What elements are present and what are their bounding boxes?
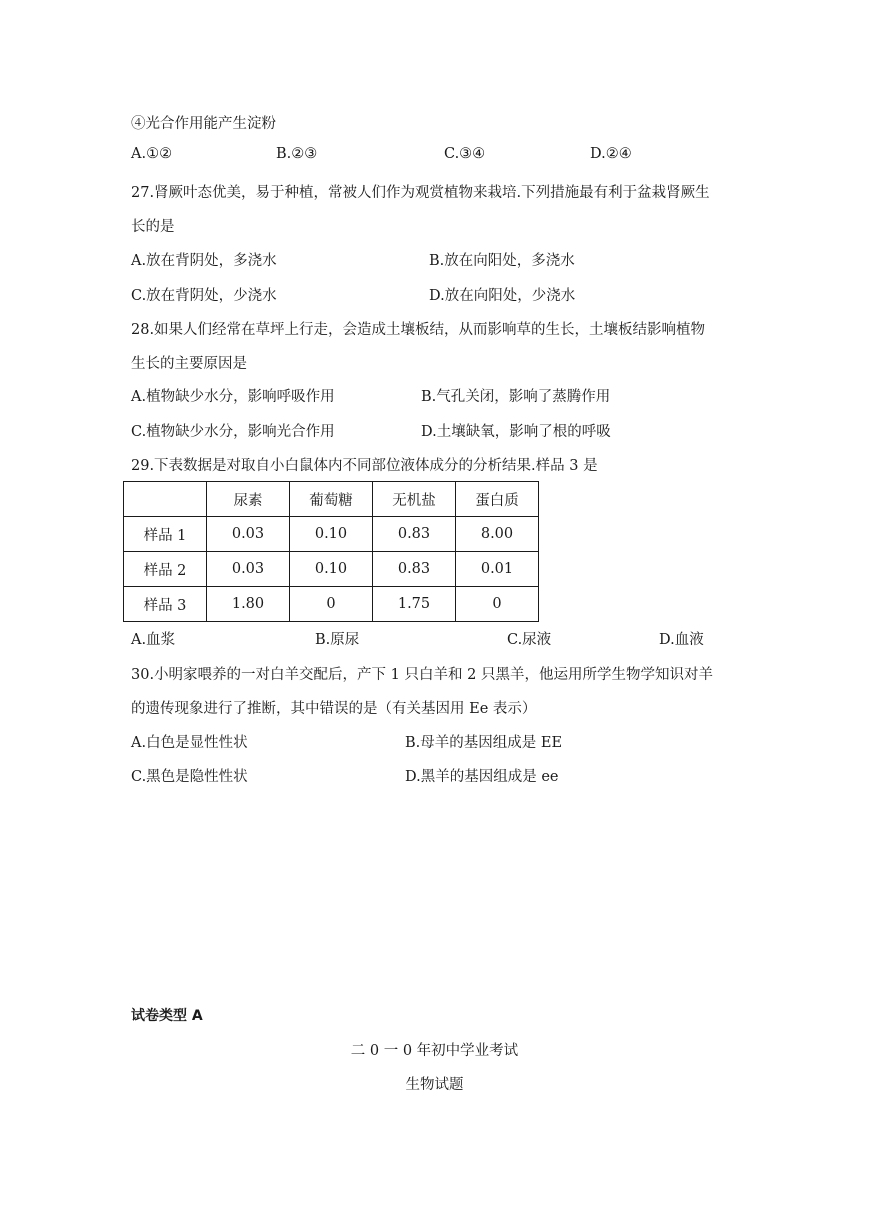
- q29-option-a: A.血浆: [131, 632, 176, 648]
- q26-item4: ④光合作用能产生淀粉: [131, 116, 276, 132]
- q30-option-d: D.黑羊的基因组成是 ee: [405, 769, 559, 785]
- q29-option-b: B.原尿: [315, 632, 360, 648]
- q29-stem-line1: 29.下表数据是对取自小白鼠体内不同部位液体成分的分析结果.样品 3 是: [131, 458, 598, 474]
- table-header-cell: 无机盐: [373, 482, 456, 517]
- q27-stem-line2: 长的是: [131, 219, 175, 235]
- table-cell: 0: [456, 587, 539, 622]
- table-row: [124, 552, 539, 587]
- table-cell: 0.01: [456, 552, 539, 587]
- q28-option-d: D.土壤缺氧，影响了根的呼吸: [421, 424, 611, 440]
- q27-option-b: B.放在向阳处，多浇水: [429, 253, 575, 269]
- table-header-cell: 葡萄糖: [290, 482, 373, 517]
- q30-stem-line1: 30.小明家喂养的一对白羊交配后，产下 1 只白羊和 2 只黑羊，他运用所学生物学知识对羊: [131, 667, 713, 683]
- table-cell: 样品 2: [124, 552, 207, 587]
- q30-stem-line2: 的遗传现象进行了推断，其中错误的是（有关基因用 Ee 表示）: [131, 701, 537, 717]
- q30-option-a: A.白色是显性性状: [131, 735, 248, 751]
- q26-option-d: D.②④: [590, 146, 632, 162]
- table-cell: 0.10: [290, 517, 373, 552]
- q27-option-d: D.放在向阳处，少浇水: [429, 288, 576, 304]
- q26-option-b: B.②③: [276, 146, 318, 162]
- table-header-cell: 蛋白质: [456, 482, 539, 517]
- table-cell: 0.03: [207, 517, 290, 552]
- q29-data-table: [123, 481, 539, 622]
- table-header-cell: 尿素: [207, 482, 290, 517]
- q26-option-a: A.①②: [131, 146, 173, 162]
- q29-option-c: C.尿液: [507, 632, 552, 648]
- table-header-row: [124, 482, 539, 517]
- q30-option-c: C.黑色是隐性性状: [131, 769, 248, 785]
- q27-stem-line1: 27.肾厥叶态优美，易于种植，常被人们作为观赏植物来栽培.下列措施最有利于盆栽肾厥生: [131, 185, 710, 201]
- q28-stem-line1: 28.如果人们经常在草坪上行走，会造成土壤板结，从而影响草的生长，土壤板结影响植物: [131, 322, 706, 338]
- q28-option-a: A.植物缺少水分，影响呼吸作用: [131, 389, 335, 405]
- table-cell: 0: [290, 587, 373, 622]
- q28-option-b: B.气孔关闭，影响了蒸腾作用: [421, 389, 611, 405]
- q27-option-c: C.放在背阴处，少浇水: [131, 288, 277, 304]
- q26-option-c: C.③④: [444, 146, 486, 162]
- table-header-cell: [124, 482, 207, 517]
- table-row: [124, 517, 539, 552]
- q28-stem-line2: 生长的主要原因是: [131, 356, 247, 372]
- subject-title: 生物试题: [405, 1077, 464, 1093]
- paper-type-label: 试卷类型 A: [131, 1008, 203, 1024]
- table-cell: 0.03: [207, 552, 290, 587]
- q30-option-b: B.母羊的基因组成是 EE: [405, 735, 563, 751]
- table-cell: 0.83: [373, 517, 456, 552]
- table-cell: 0.10: [290, 552, 373, 587]
- table-cell: 1.75: [373, 587, 456, 622]
- table-cell: 1.80: [207, 587, 290, 622]
- exam-title: 二 0 一 0 年初中学业考试: [350, 1043, 519, 1059]
- table-row: [124, 587, 539, 622]
- q28-option-c: C.植物缺少水分，影响光合作用: [131, 424, 335, 440]
- q29-option-d: D.血液: [659, 632, 704, 648]
- q27-option-a: A.放在背阴处，多浇水: [131, 253, 277, 269]
- table-cell: 样品 1: [124, 517, 207, 552]
- table-cell: 0.83: [373, 552, 456, 587]
- table-cell: 8.00: [456, 517, 539, 552]
- table-cell: 样品 3: [124, 587, 207, 622]
